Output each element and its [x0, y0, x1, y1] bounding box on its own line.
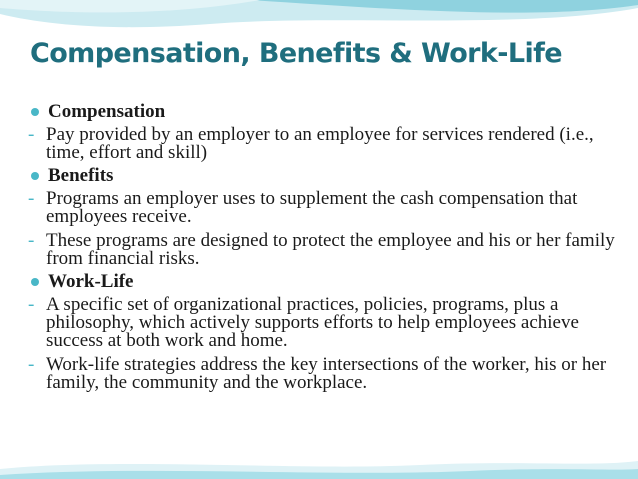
list-item-text: A specific set of organizational practices, policies, programs, plus a philosophy, which actively supports efforts to help employees achieve success at both work and home.	[46, 294, 579, 351]
dash-bullet-icon: -	[28, 188, 35, 209]
dash-bullet-icon: -	[28, 294, 35, 315]
dash-bullet-icon: -	[28, 230, 35, 251]
section-heading-compensation	[28, 103, 618, 121]
list-item	[28, 126, 618, 162]
list-item	[28, 232, 618, 268]
slide-content	[28, 103, 618, 398]
section-heading-benefits	[28, 167, 618, 185]
bullet-dot-icon	[31, 172, 39, 180]
top-wave-decoration	[0, 0, 638, 40]
section-heading-work-life	[28, 273, 618, 291]
dash-bullet-icon: -	[28, 354, 35, 375]
bullet-dot-icon	[31, 278, 39, 286]
bottom-wave-decoration	[0, 451, 638, 479]
list-item	[28, 190, 618, 226]
bullet-dot-icon	[31, 108, 39, 116]
list-item	[28, 296, 618, 350]
slide-title: Compensation, Benefits & Work-Life	[30, 38, 562, 69]
list-item-text: Pay provided by an employer to an employee for services rendered (i.e., time, effort and skill)	[46, 124, 594, 163]
section-heading-label: Benefits	[48, 165, 114, 186]
list-item-text: These programs are designed to protect the employee and his or her family from financial risks.	[46, 230, 615, 269]
list-item-text: Work-life strategies address the key intersections of the worker, his or her family, the community and the workplace.	[46, 354, 607, 393]
section-heading-label: Compensation	[48, 101, 166, 122]
section-heading-label: Work-Life	[48, 271, 134, 292]
list-item-text: Programs an employer uses to supplement the cash compensation that employees receive.	[46, 188, 578, 227]
list-item	[28, 356, 618, 392]
dash-bullet-icon: -	[28, 124, 35, 145]
